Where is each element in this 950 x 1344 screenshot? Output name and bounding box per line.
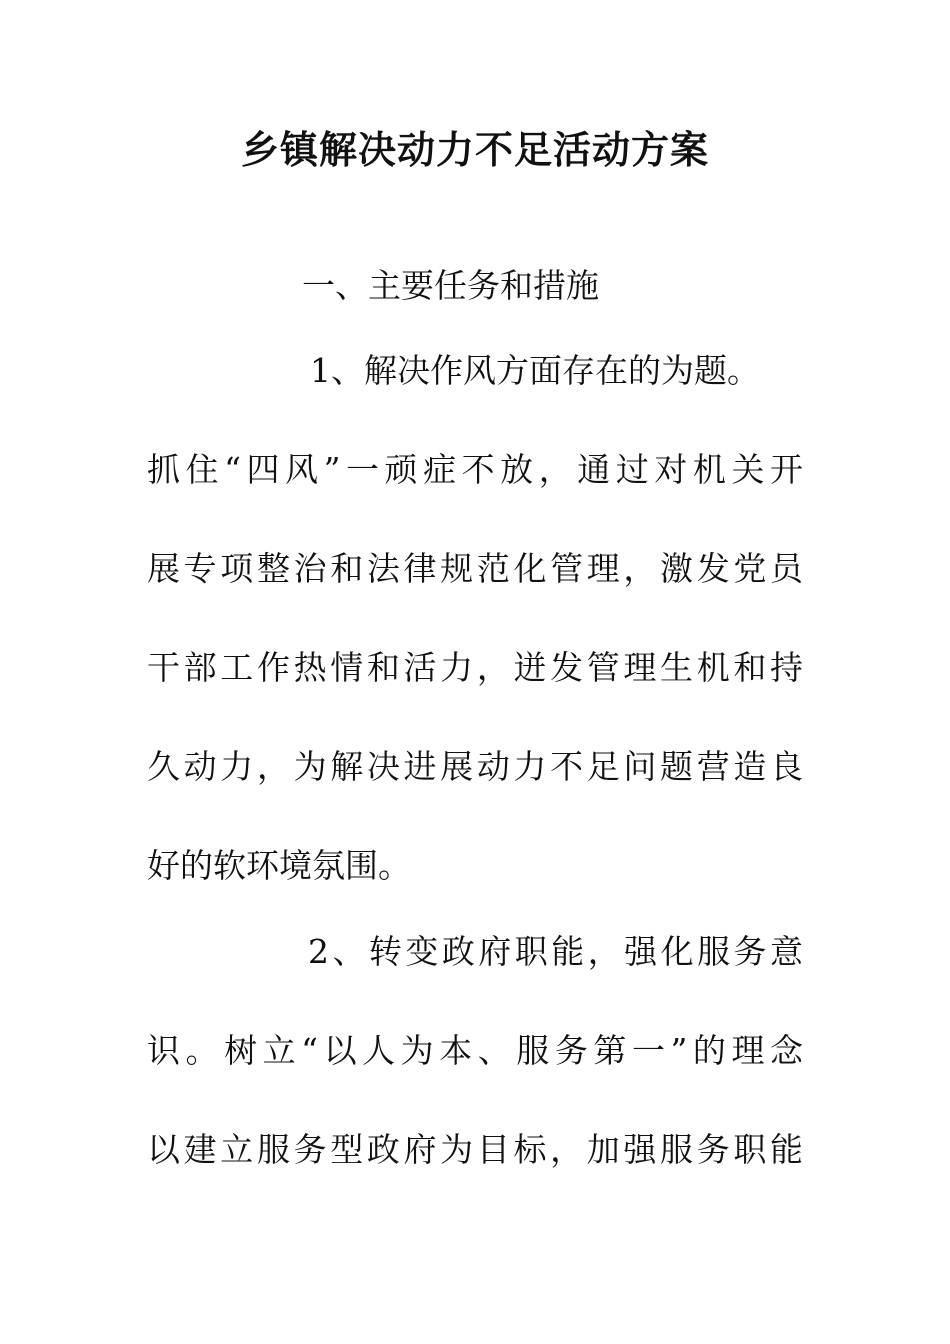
item1-body-line-2: 展专项整治和法律规范化管理，激发党员 — [147, 549, 803, 588]
item1-body-line-3: 干部工作热情和活力，迸发管理生机和持 — [147, 648, 803, 687]
item2-body-line-2: 以建立服务型政府为目标，加强服务职能 — [147, 1130, 803, 1169]
item2-body-line-1: 识。树立“以人为本、服务第一”的理念 — [147, 1031, 803, 1070]
document-title: 乡镇解决动力不足活动方案 — [240, 128, 709, 172]
section-heading: 一、主要任务和措施 — [302, 266, 599, 305]
item1-body-line-1: 抓住“四风”一顽症不放，通过对机关开 — [147, 450, 803, 489]
item1-body-line-5: 好的软环境氛围。 — [147, 846, 411, 885]
item2-heading: 2、转变政府职能，强化服务意 — [308, 932, 803, 971]
item1-body-line-4: 久动力，为解决进展动力不足问题营造良 — [147, 747, 803, 786]
item1-heading: 1、解决作风方面存在的为题。 — [310, 351, 760, 390]
